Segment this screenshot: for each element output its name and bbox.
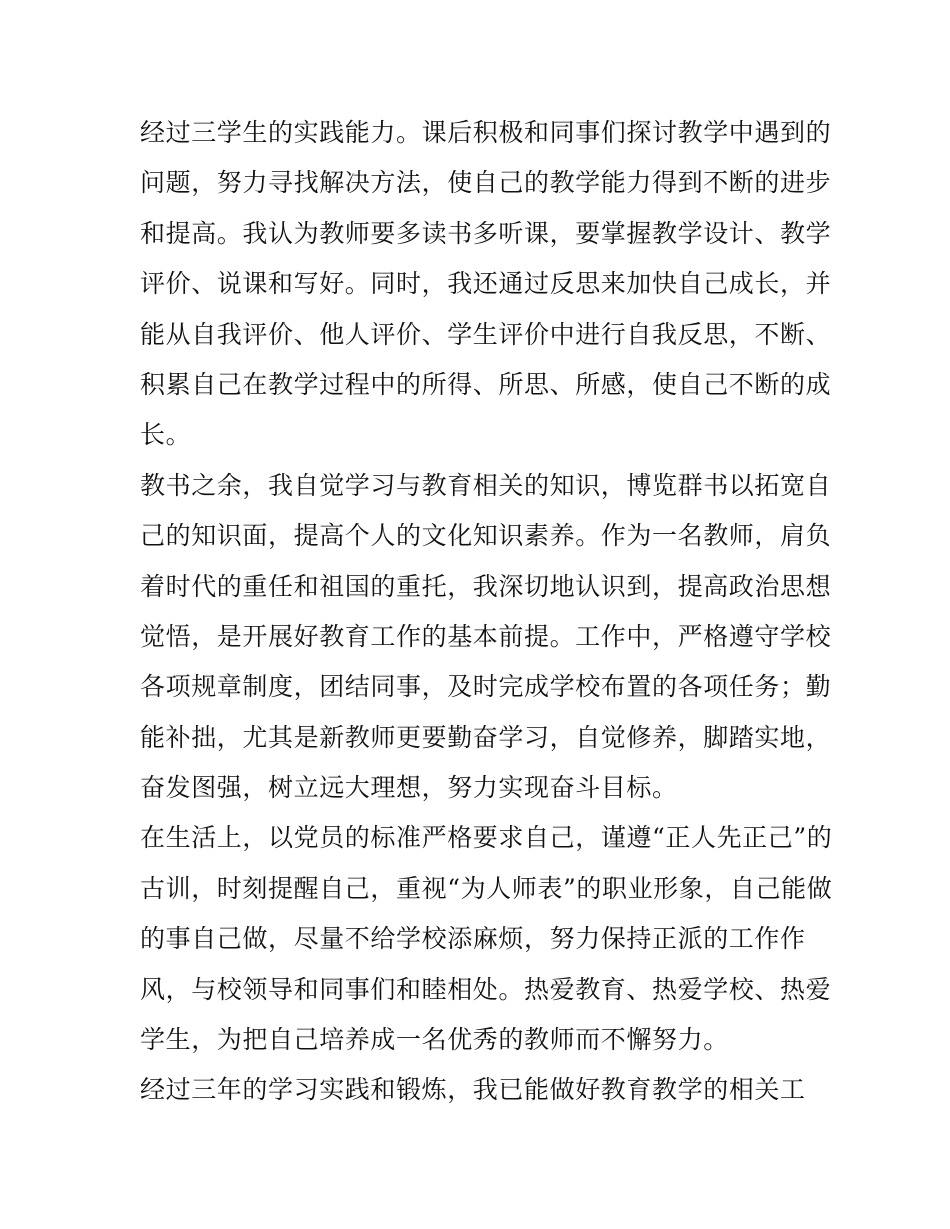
document-body xyxy=(140,108,833,1116)
text-line: 评价、说课和写好。同时，我还通过反思来加快自己成长，并 xyxy=(140,269,832,299)
text-line: 教书之余，我自觉学习与教育相关的知识，博览群书以拓宽自 xyxy=(140,470,832,500)
text-line: 己的知识面，提高个人的文化知识素养。作为一名教师，肩负 xyxy=(140,521,832,551)
text-line: 各项规章制度，团结同事，及时完成学校布置的各项任务；勤 xyxy=(140,672,832,702)
text-line: 风，与校领导和同事们和睦相处。热爱教育、热爱学校、热爱 xyxy=(140,974,832,1004)
text-line: 能补拙，尤其是新教师更要勤奋学习，自觉修养，脚踏实地， xyxy=(140,722,832,752)
text-line: 在生活上，以党员的标准严格要求自己，谨遵“正人先正己”的 xyxy=(140,823,833,853)
text-line: 觉悟，是开展好教育工作的基本前提。工作中，严格遵守学校 xyxy=(140,621,832,651)
text-line: 经过三年的学习实践和锻炼，我已能做好教育教学的相关工 xyxy=(140,1075,806,1105)
text-line: 问题，努力寻找解决方法，使自己的教学能力得到不断的进步 xyxy=(140,168,832,198)
text-line: 积累自己在教学过程中的所得、所思、所感，使自己不断的成 xyxy=(140,369,832,399)
text-line: 的事自己做，尽量不给学校添麻烦，努力保持正派的工作作 xyxy=(140,924,806,954)
text-line: 能从自我评价、他人评价、学生评价中进行自我反思，不断、 xyxy=(140,319,832,349)
text-line: 和提高。我认为教师要多读书多听课，要掌握教学设计、教学 xyxy=(140,218,832,248)
text-line: 奋发图强，树立远大理想，努力实现奋斗目标。 xyxy=(140,773,678,803)
text-line: 长。 xyxy=(140,420,192,450)
text-line: 着时代的重任和祖国的重托，我深切地认识到，提高政治思想 xyxy=(140,571,832,601)
text-line: 经过三学生的实践能力。课后积极和同事们探讨教学中遇到的 xyxy=(140,118,832,147)
text-line: 古训，时刻提醒自己，重视“为人师表”的职业形象，自己能做 xyxy=(140,873,833,903)
text-line: 学生，为把自己培养成一名优秀的教师而不懈努力。 xyxy=(140,1025,729,1055)
